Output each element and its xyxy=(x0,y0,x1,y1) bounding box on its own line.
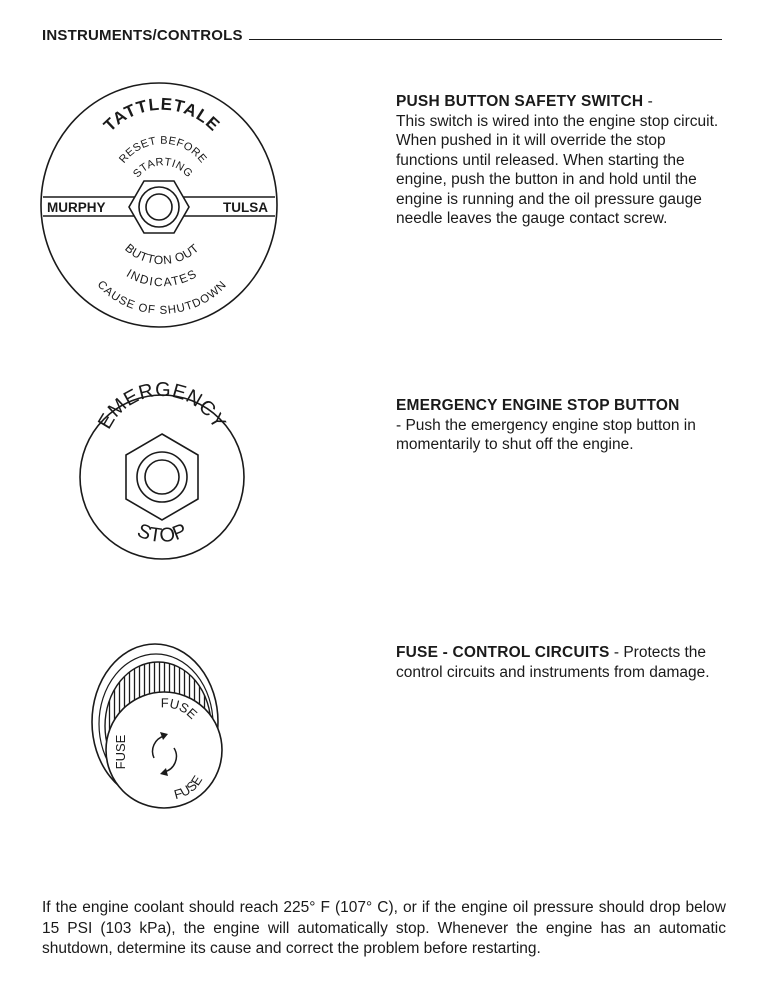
shutdown-note: If the engine coolant should reach 225° F (107° C), or if the engine oil pressure should drop below 15 PSI (103 kPa), the engine will automatically stop. Whenever the engine has an automatic shutdown, determine its cause and correct the problem before restarting. xyxy=(42,899,726,957)
emergency-text: EMERGENCY xyxy=(94,382,230,433)
emergency-stop-figure xyxy=(76,382,248,568)
item-text: - Push the emergency engine stop button in momentarily to shut off the engine. xyxy=(396,416,696,453)
starting-text: STARTING xyxy=(131,156,195,181)
fuse-label-top: FUSE xyxy=(160,695,201,722)
item-title: PUSH BUTTON SAFETY SWITCH xyxy=(396,93,644,110)
item-title: EMERGENCY ENGINE STOP BUTTON xyxy=(396,397,680,414)
fuse-label-left: FUSE xyxy=(113,734,128,770)
reset-before-text: RESET BEFORE xyxy=(117,134,209,166)
header-rule xyxy=(249,39,722,40)
tattletale-switch-figure xyxy=(38,80,282,330)
button-out-text: BUTTON OUT xyxy=(122,240,202,268)
section-header xyxy=(42,20,722,44)
item-separator: - xyxy=(609,644,624,661)
tulsa-text: TULSA xyxy=(223,200,268,215)
fuse-label-bottom: FUSE xyxy=(172,772,206,803)
fuse-description xyxy=(396,643,726,682)
item-title: FUSE - CONTROL CIRCUITS xyxy=(396,644,610,661)
murphy-text: MURPHY xyxy=(47,200,106,215)
item-text: This switch is wired into the engine stop circuit. When pushed in it will override the stop functions until released. When starting the engine, push the button in and hold until the engine is running and the oil pressure gauge needle leaves the gauge contact screw. xyxy=(396,112,719,227)
push-button-description xyxy=(396,92,726,229)
cause-of-shutdown-text: CAUSE OF SHUTDOWN xyxy=(94,278,230,317)
item-text: Protects the control circuits and instruments from damage. xyxy=(396,644,710,681)
section-title: INSTRUMENTS/CONTROLS xyxy=(42,27,243,44)
stop-text: STOP xyxy=(134,519,190,548)
tattletale-text: TATTLETALE xyxy=(100,94,224,136)
fuse-holder-figure xyxy=(88,640,228,822)
item-separator: - xyxy=(643,93,653,110)
indicates-text: INDICATES xyxy=(124,266,200,290)
emergency-stop-description xyxy=(396,396,726,455)
